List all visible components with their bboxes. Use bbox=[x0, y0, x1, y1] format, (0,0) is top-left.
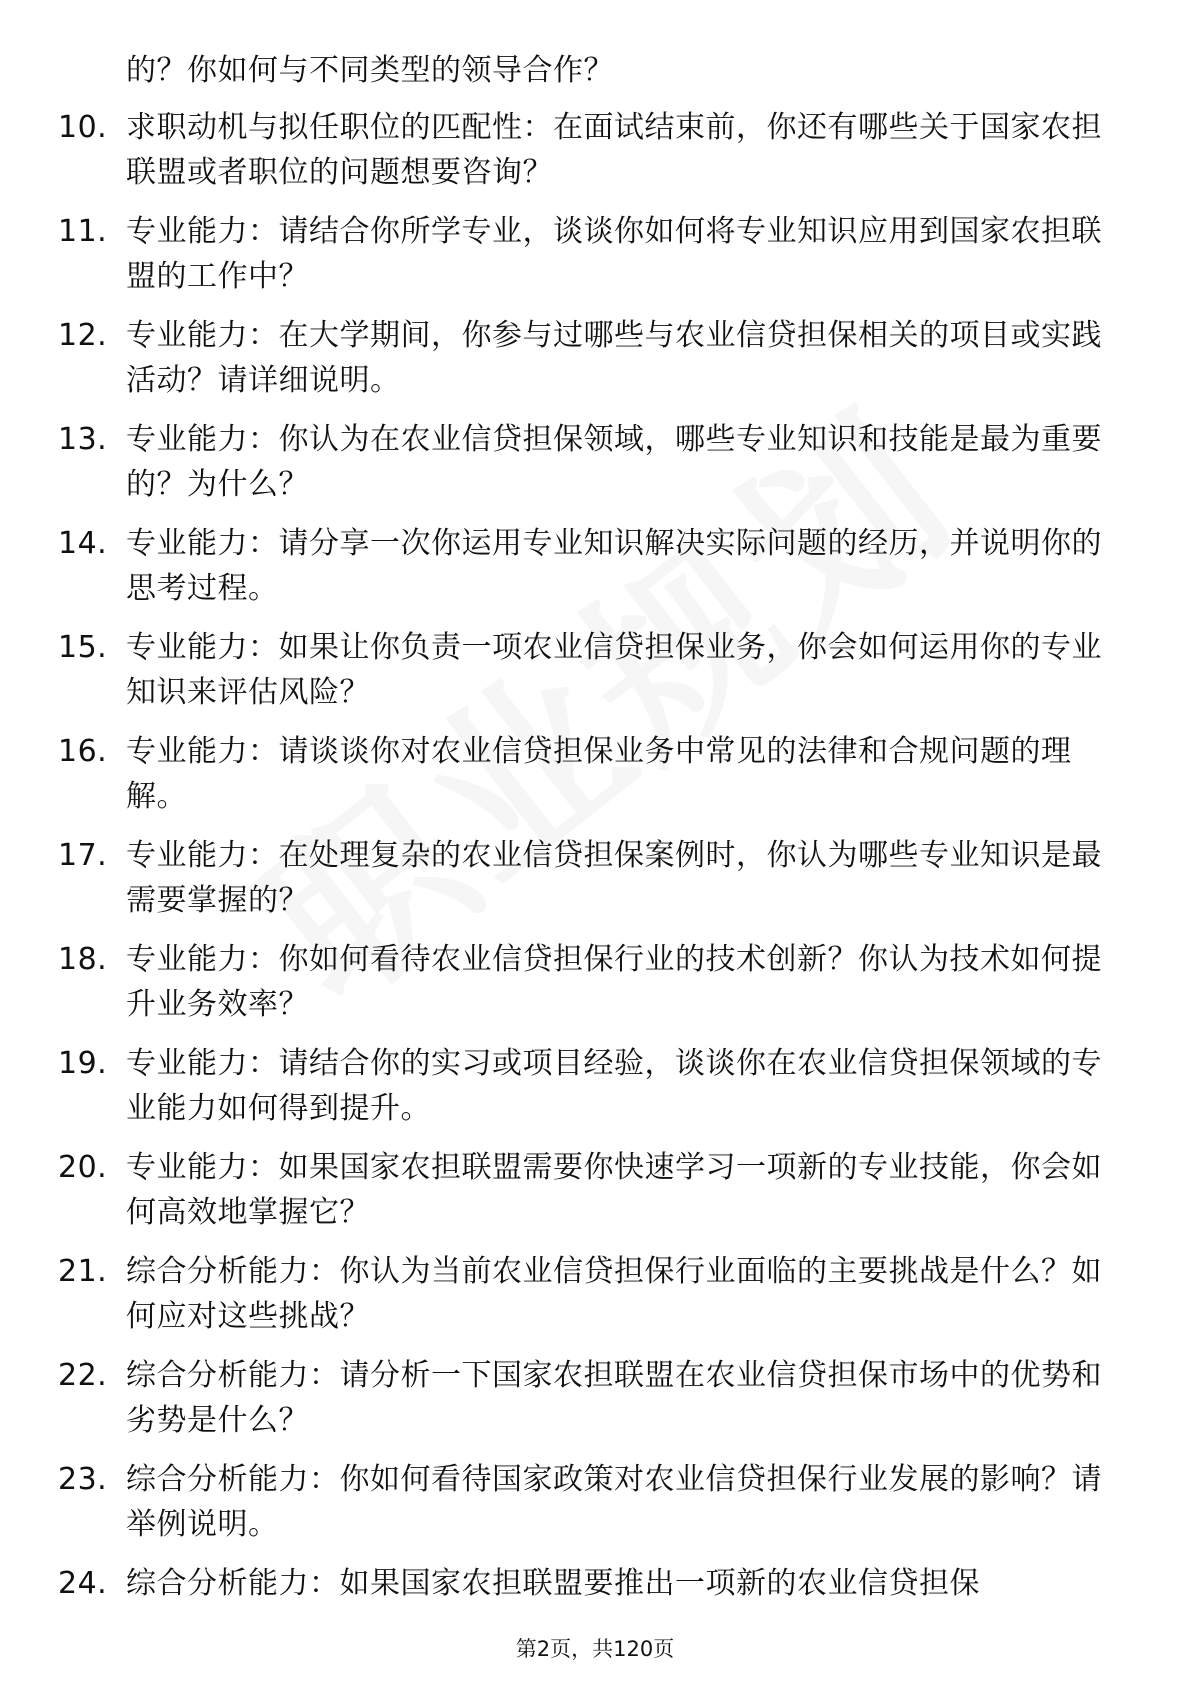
item-number: 15. bbox=[58, 630, 108, 665]
item-text: 专业能力：如果国家农担联盟需要你快速学习一项新的专业技能，你会如何高效地掌握它？ bbox=[126, 1150, 1102, 1230]
item-text: 求职动机与拟任职位的匹配性：在面试结束前，你还有哪些关于国家农担联盟或者职位的问题想要咨询？ bbox=[126, 110, 1102, 190]
item-text: 专业能力：在大学期间，你参与过哪些与农业信贷担保相关的项目或实践活动？请详细说明。 bbox=[126, 318, 1102, 398]
item-number: 22. bbox=[58, 1358, 108, 1393]
list-item bbox=[58, 625, 1118, 715]
item-number: 10. bbox=[58, 110, 108, 145]
list-item bbox=[58, 729, 1118, 819]
item-number: 16. bbox=[58, 734, 108, 769]
item-number: 20. bbox=[58, 1150, 108, 1185]
item-text: 综合分析能力：如果国家农担联盟要推出一项新的农业信贷担保 bbox=[126, 1566, 980, 1601]
list-item bbox=[58, 105, 1118, 195]
list-item bbox=[58, 1249, 1118, 1339]
item-text: 专业能力：如果让你负责一项农业信贷担保业务，你会如何运用你的专业知识来评估风险？ bbox=[126, 630, 1102, 710]
item-text: 综合分析能力：你认为当前农业信贷担保行业面临的主要挑战是什么？如何应对这些挑战？ bbox=[126, 1254, 1102, 1334]
item-number: 19. bbox=[58, 1046, 108, 1081]
page-footer: 第2页，共120页 bbox=[515, 1637, 675, 1661]
list-item bbox=[58, 937, 1118, 1027]
item-number: 24. bbox=[58, 1566, 108, 1601]
item-number: 18. bbox=[58, 942, 108, 977]
continuation-text-body: 的？你如何与不同类型的领导合作？ bbox=[126, 53, 614, 88]
item-number: 14. bbox=[58, 526, 108, 561]
question-list bbox=[58, 48, 1118, 1620]
item-text: 专业能力：在处理复杂的农业信贷担保案例时，你认为哪些专业知识是最需要掌握的？ bbox=[126, 838, 1102, 918]
item-number: 23. bbox=[58, 1462, 108, 1497]
continuation-text bbox=[58, 48, 1118, 93]
list-item bbox=[58, 1041, 1118, 1131]
item-number: 21. bbox=[58, 1254, 108, 1289]
item-text: 专业能力：请分享一次你运用专业知识解决实际问题的经历，并说明你的思考过程。 bbox=[126, 526, 1102, 606]
list-item bbox=[58, 1145, 1118, 1235]
item-number: 12. bbox=[58, 318, 108, 353]
item-text: 专业能力：你如何看待农业信贷担保行业的技术创新？你认为技术如何提升业务效率？ bbox=[126, 942, 1102, 1022]
item-number: 17. bbox=[58, 838, 108, 873]
list-item bbox=[58, 209, 1118, 299]
list-item bbox=[58, 521, 1118, 611]
list-item bbox=[58, 833, 1118, 923]
item-text: 专业能力：请谈谈你对农业信贷担保业务中常见的法律和合规问题的理解。 bbox=[126, 734, 1072, 814]
item-number: 11. bbox=[58, 214, 108, 249]
list-item bbox=[58, 1353, 1118, 1443]
list-item bbox=[58, 313, 1118, 403]
list-item bbox=[58, 417, 1118, 507]
item-text: 综合分析能力：请分析一下国家农担联盟在农业信贷担保市场中的优势和劣势是什么？ bbox=[126, 1358, 1102, 1438]
item-text: 专业能力：你认为在农业信贷担保领域，哪些专业知识和技能是最为重要的？为什么？ bbox=[126, 422, 1102, 502]
item-text: 专业能力：请结合你的实习或项目经验，谈谈你在农业信贷担保领域的专业能力如何得到提升。 bbox=[126, 1046, 1102, 1126]
list-item bbox=[58, 1561, 1118, 1606]
item-number: 13. bbox=[58, 422, 108, 457]
list-item bbox=[58, 1457, 1118, 1547]
item-text: 专业能力：请结合你所学专业，谈谈你如何将专业知识应用到国家农担联盟的工作中？ bbox=[126, 214, 1102, 294]
item-text: 综合分析能力：你如何看待国家政策对农业信贷担保行业发展的影响？请举例说明。 bbox=[126, 1462, 1102, 1542]
